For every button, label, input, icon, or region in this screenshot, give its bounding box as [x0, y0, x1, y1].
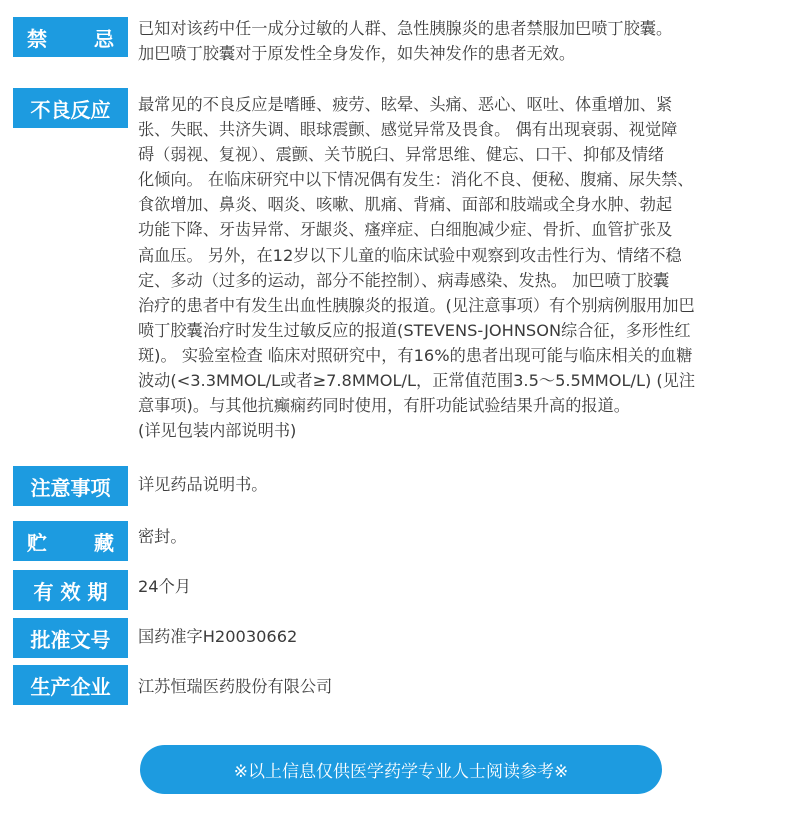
- section-text: 江苏恒瑞医药股份有限公司: [138, 677, 333, 696]
- section-label: [13, 17, 128, 57]
- section-label: 有 效 期: [13, 570, 128, 610]
- section-text: 密封。: [138, 527, 187, 546]
- section-label: 不良反应: [13, 88, 128, 128]
- label-char: 藏: [94, 530, 114, 555]
- section-label: 批准文号: [13, 618, 128, 658]
- footer-notice-text: ※以上信息仅供医学药学专业人士阅读参考※: [233, 762, 569, 782]
- section-text: 详见药品说明书。: [138, 475, 268, 494]
- footer-notice: [140, 745, 662, 794]
- section-label: 生产企业: [13, 665, 128, 705]
- section-label: [13, 521, 128, 561]
- label-char: 忌: [94, 26, 114, 51]
- label-char: 贮: [27, 530, 47, 555]
- section-text: 已知对该药中任一成分过敏的人群、急性胰腺炎的患者禁服加巴喷丁胶囊。 加巴喷丁胶囊对于原发性全身发作，如失神发作的患者无效。: [138, 19, 673, 64]
- section-text: 24个月: [138, 577, 191, 596]
- section-label: 注意事项: [13, 466, 128, 506]
- section-text: 最常见的不良反应是嗜睡、疲劳、眩晕、头痛、恶心、呕吐、体重增加、紧 张、失眠、共济失调、眼球震颤、感觉异常及畏食。 偶有出现衰弱、视觉障 碍（弱视、复视）、震颤、关节脱臼、异常思维、健忘、口干、抑郁及情绪 化倾向。 在临床研究中以下情况偶有发生：消化不良、便秘、腹痛、尿失禁、 食欲增加、鼻炎、咽炎、咳嗽、肌痛、背痛、面部和肢端或全身水肿、勃起 功能下降、牙齿异常、牙龈炎、瘙痒症、白细胞减少症、骨折、血管扩张及 高血压。 另外，在12岁以下儿童的临床试验中观察到攻击性行为、情绪不稳 定、多动（过多的运动，部分不能控制）、病毒感染、发热。 加巴喷丁胶囊 治疗的患者中有发生出血性胰腺炎的报道。(见注意事项）有个别病例服用加巴 喷丁胶囊治疗时发生过敏反应的报道(STEVENS-JOHNSON综合征，多形性红 斑)。 实验室检查 临床对照研究中，有16%的患者出现可能与临床相关的血糖 波动(<3.3MMOL/L或者≥7.8MMOL/L，正常值范围3.5～5.5MMOL/L) (见注 意事项)。与其他抗癫痫药同时使用，有肝功能试验结果升高的报道。 (详见包装内部说明书): [138, 95, 696, 441]
- section-text: 国药准字H20030662: [138, 627, 298, 646]
- label-char: 禁: [27, 26, 47, 51]
